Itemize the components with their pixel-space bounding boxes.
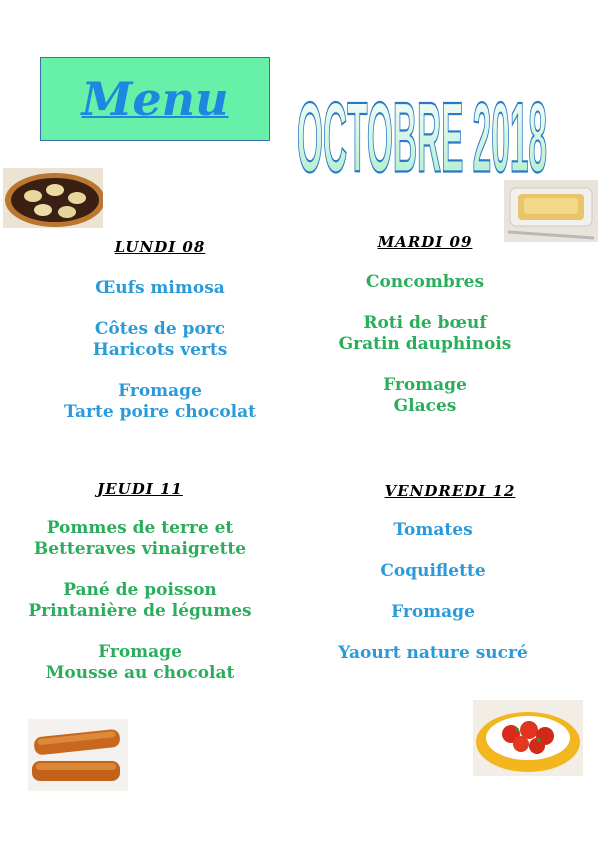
menu-item: Concombres	[365, 272, 485, 292]
day-heading: JEUDI 11	[97, 480, 183, 498]
menu-item: Coquiflette	[380, 561, 486, 581]
tart-photo	[3, 168, 103, 228]
day-heading: VENDREDI 12	[384, 482, 516, 500]
menu-item: Betteraves vinaigrette	[33, 539, 247, 559]
mardi-menu	[305, 272, 545, 417]
day-lundi	[60, 238, 260, 256]
lundi-menu	[40, 278, 280, 423]
menu-item: Côtes de porc	[94, 319, 226, 339]
menu-item: Glaces	[393, 396, 457, 416]
menu-item: Haricots verts	[92, 340, 228, 360]
month-title-text: OCTOBRE 2018	[297, 81, 547, 180]
day-heading: LUNDI 08	[114, 238, 206, 256]
menu-item: Yaourt nature sucré	[338, 643, 528, 663]
menu-item: Pané de poisson	[63, 580, 217, 600]
tomato-salad-photo	[473, 700, 583, 776]
menu-item: Fromage	[98, 642, 182, 662]
day-vendredi	[340, 482, 560, 500]
menu-item: Mousse au chocolat	[45, 663, 235, 683]
vendredi-menu	[318, 520, 548, 664]
menu-item: Printanière de légumes	[28, 601, 252, 621]
menu-title-box	[40, 57, 270, 141]
menu-item: Fromage	[118, 381, 202, 401]
menu-label: Menu	[81, 72, 229, 126]
day-jeudi	[50, 480, 230, 498]
fish-sticks-photo	[28, 719, 128, 791]
menu-item: Roti de bœuf	[363, 313, 487, 333]
menu-item: Œufs mimosa	[95, 278, 225, 298]
jeudi-menu	[20, 518, 260, 684]
menu-item: Fromage	[391, 602, 475, 622]
menu-item: Gratin dauphinois	[338, 334, 512, 354]
menu-item: Fromage	[383, 375, 467, 395]
menu-item: Tomates	[393, 520, 473, 540]
day-heading: MARDI 09	[377, 233, 473, 251]
month-title	[290, 60, 560, 180]
menu-item: Pommes de terre et	[46, 518, 234, 538]
day-mardi	[330, 233, 520, 251]
menu-item: Tarte poire chocolat	[63, 402, 257, 422]
